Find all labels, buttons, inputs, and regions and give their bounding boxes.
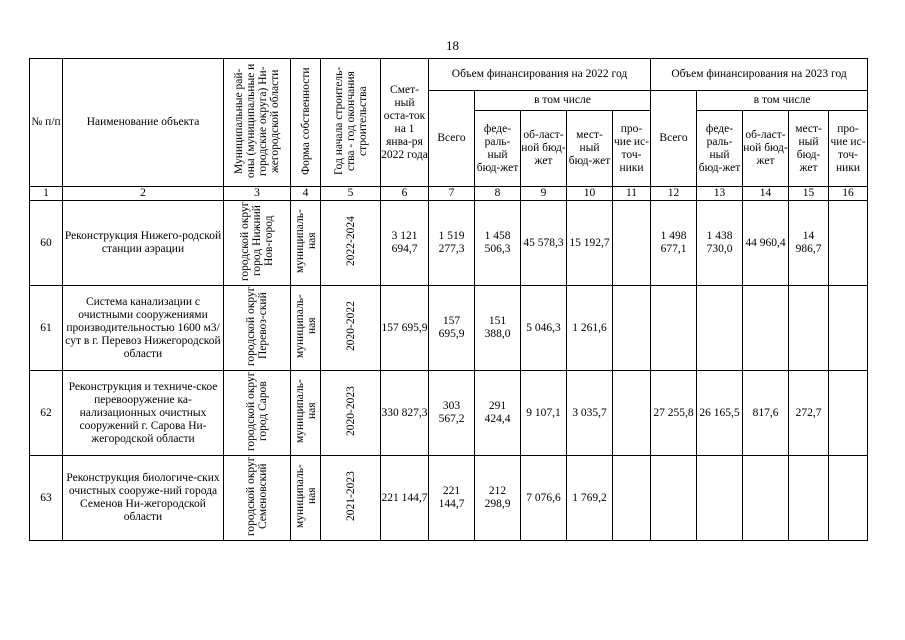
row-ownership: [291, 456, 321, 541]
row-2023-total: [651, 456, 697, 541]
financing-table: [29, 58, 868, 541]
row-2023-total: 1 498 677,1: [651, 201, 697, 286]
header-2022-total: Всего: [429, 91, 475, 187]
header-district: [224, 59, 291, 187]
header-2022-oblast: об-ласт-ной бюд-жет: [521, 111, 567, 187]
row-2023-total: 27 255,8: [651, 371, 697, 456]
row-object-name: Реконструкция Нижего-родской станции аэрации: [63, 201, 224, 286]
column-number: 7: [429, 187, 475, 201]
column-number: 8: [475, 187, 521, 201]
column-number: 3: [224, 187, 291, 201]
column-numbers-row: [30, 187, 868, 201]
column-number: 1: [30, 187, 63, 201]
row-district: [224, 286, 291, 371]
row-years: [321, 286, 381, 371]
row-2022-other: [613, 371, 651, 456]
row-2022-oblast: 9 107,1: [521, 371, 567, 456]
row-2022-oblast: 45 578,3: [521, 201, 567, 286]
table-body: [30, 201, 868, 541]
row-2022-federal: 212 298,9: [475, 456, 521, 541]
table-header: [30, 59, 868, 201]
row-2022-local: 1 261,6: [567, 286, 613, 371]
header-2022-other: про-чие ис-точ-ники: [613, 111, 651, 187]
header-fin-2023: Объем финансирования на 2023 год: [651, 59, 868, 91]
header-2022-local: мест-ный бюд-жет: [567, 111, 613, 187]
column-number: 16: [829, 187, 868, 201]
row-2022-federal: 151 388,0: [475, 286, 521, 371]
row-2022-other: [613, 456, 651, 541]
row-num: 63: [30, 456, 63, 541]
column-number: 9: [521, 187, 567, 201]
row-ownership-text: муниципаль-ная: [293, 294, 318, 358]
row-num: 60: [30, 201, 63, 286]
row-years-text: 2021-2023: [344, 471, 357, 521]
row-num: 61: [30, 286, 63, 371]
row-2023-federal: [697, 456, 743, 541]
header-num: № п/п: [30, 59, 63, 187]
row-years: [321, 456, 381, 541]
row-2023-total: [651, 286, 697, 371]
row-2023-other: [829, 286, 868, 371]
column-number: 12: [651, 187, 697, 201]
header-ownership: [291, 59, 321, 187]
row-2022-total: 221 144,7: [429, 456, 475, 541]
row-object-name: Реконструкция и техниче-ское перевооружение ка-нализационных очистных сооружений г. Сарова Ни-жегородской области: [63, 371, 224, 456]
row-2023-other: [829, 371, 868, 456]
header-2023-total: Всего: [651, 91, 697, 187]
header-district-text: Муниципальные рай-оны (муниципальные и городские округа) Ни-жегородской области: [233, 63, 281, 178]
column-number: 5: [321, 187, 381, 201]
row-2023-oblast: [743, 456, 789, 541]
header-2023-federal: феде-раль-ный бюд-жет: [697, 111, 743, 187]
row-years: [321, 371, 381, 456]
row-district-text: городской округ Семеновский: [245, 456, 269, 536]
header-years-text: Год начала строитель-ства - год окончания строительства: [332, 66, 369, 175]
row-balance: 330 827,3: [381, 371, 429, 456]
header-2023-local: мест-ный бюд-жет: [789, 111, 829, 187]
header-2022-federal: феде-раль-ный бюд-жет: [475, 111, 521, 187]
header-years: [321, 59, 381, 187]
row-2023-other: [829, 456, 868, 541]
column-number: 10: [567, 187, 613, 201]
row-balance: 3 121 694,7: [381, 201, 429, 286]
row-district-text: городской округ город Нижний Нов-город: [239, 201, 275, 281]
table-row: [30, 456, 868, 541]
header-object-name: Наименование объекта: [63, 59, 224, 187]
header-fin-2022: Объем финансирования на 2022 год: [429, 59, 651, 91]
row-2022-total: 1 519 277,3: [429, 201, 475, 286]
row-ownership-text: муниципаль-ная: [293, 464, 318, 528]
column-number: 14: [743, 187, 789, 201]
row-2022-oblast: 7 076,6: [521, 456, 567, 541]
column-number: 6: [381, 187, 429, 201]
column-number: 13: [697, 187, 743, 201]
row-object-name: Реконструкция биологиче-ских очистных сооруже-ний города Семенов Ни-жегородской области: [63, 456, 224, 541]
header-2022-including: в том числе: [475, 91, 651, 111]
row-balance: 221 144,7: [381, 456, 429, 541]
row-num: 62: [30, 371, 63, 456]
row-2022-local: 1 769,2: [567, 456, 613, 541]
header-balance: Смет-ный оста-ток на 1 янва-ря 2022 года: [381, 59, 429, 187]
row-2023-oblast: [743, 286, 789, 371]
row-2022-other: [613, 286, 651, 371]
header-2023-oblast: об-ласт-ной бюд-жет: [743, 111, 789, 187]
row-object-name: Система канализации с очистными сооружениями производительностью 1600 м3/сут в г. Перевоз Нижегородской области: [63, 286, 224, 371]
row-2022-other: [613, 201, 651, 286]
row-2023-oblast: 817,6: [743, 371, 789, 456]
row-2022-local: 15 192,7: [567, 201, 613, 286]
row-2023-local: [789, 286, 829, 371]
row-years: [321, 201, 381, 286]
table-row: [30, 286, 868, 371]
row-years-text: 2022-2024: [344, 216, 357, 266]
row-district-text: городской округ Перевоз-ский: [245, 286, 269, 366]
row-2022-local: 3 035,7: [567, 371, 613, 456]
row-ownership-text: муниципаль-ная: [293, 379, 318, 443]
column-number: 15: [789, 187, 829, 201]
header-2023-other: про-чие ис-точ-ники: [829, 111, 868, 187]
row-district-text: городской округ город Саров: [245, 371, 269, 451]
row-2023-federal: 26 165,5: [697, 371, 743, 456]
row-2023-local: [789, 456, 829, 541]
row-ownership: [291, 371, 321, 456]
row-ownership: [291, 201, 321, 286]
row-2022-federal: 291 424,4: [475, 371, 521, 456]
row-district: [224, 371, 291, 456]
row-2023-local: 272,7: [789, 371, 829, 456]
header-ownership-text: Форма собственности: [299, 66, 312, 175]
row-2023-other: [829, 201, 868, 286]
column-number: 4: [291, 187, 321, 201]
header-2023-including: в том числе: [697, 91, 868, 111]
row-years-text: 2020-2022: [344, 301, 357, 351]
row-ownership: [291, 286, 321, 371]
column-number: 11: [613, 187, 651, 201]
row-2022-total: 303 567,2: [429, 371, 475, 456]
row-district: [224, 456, 291, 541]
row-years-text: 2020-2023: [344, 386, 357, 436]
table-row: [30, 201, 868, 286]
row-2023-federal: 1 438 730,0: [697, 201, 743, 286]
table-row: [30, 371, 868, 456]
row-balance: 157 695,9: [381, 286, 429, 371]
row-ownership-text: муниципаль-ная: [293, 209, 318, 273]
row-2022-total: 157 695,9: [429, 286, 475, 371]
row-2023-federal: [697, 286, 743, 371]
page-number: 18: [446, 38, 459, 53]
row-2022-oblast: 5 046,3: [521, 286, 567, 371]
row-district: [224, 201, 291, 286]
row-2023-local: 14 986,7: [789, 201, 829, 286]
row-2023-oblast: 44 960,4: [743, 201, 789, 286]
row-2022-federal: 1 458 506,3: [475, 201, 521, 286]
column-number: 2: [63, 187, 224, 201]
